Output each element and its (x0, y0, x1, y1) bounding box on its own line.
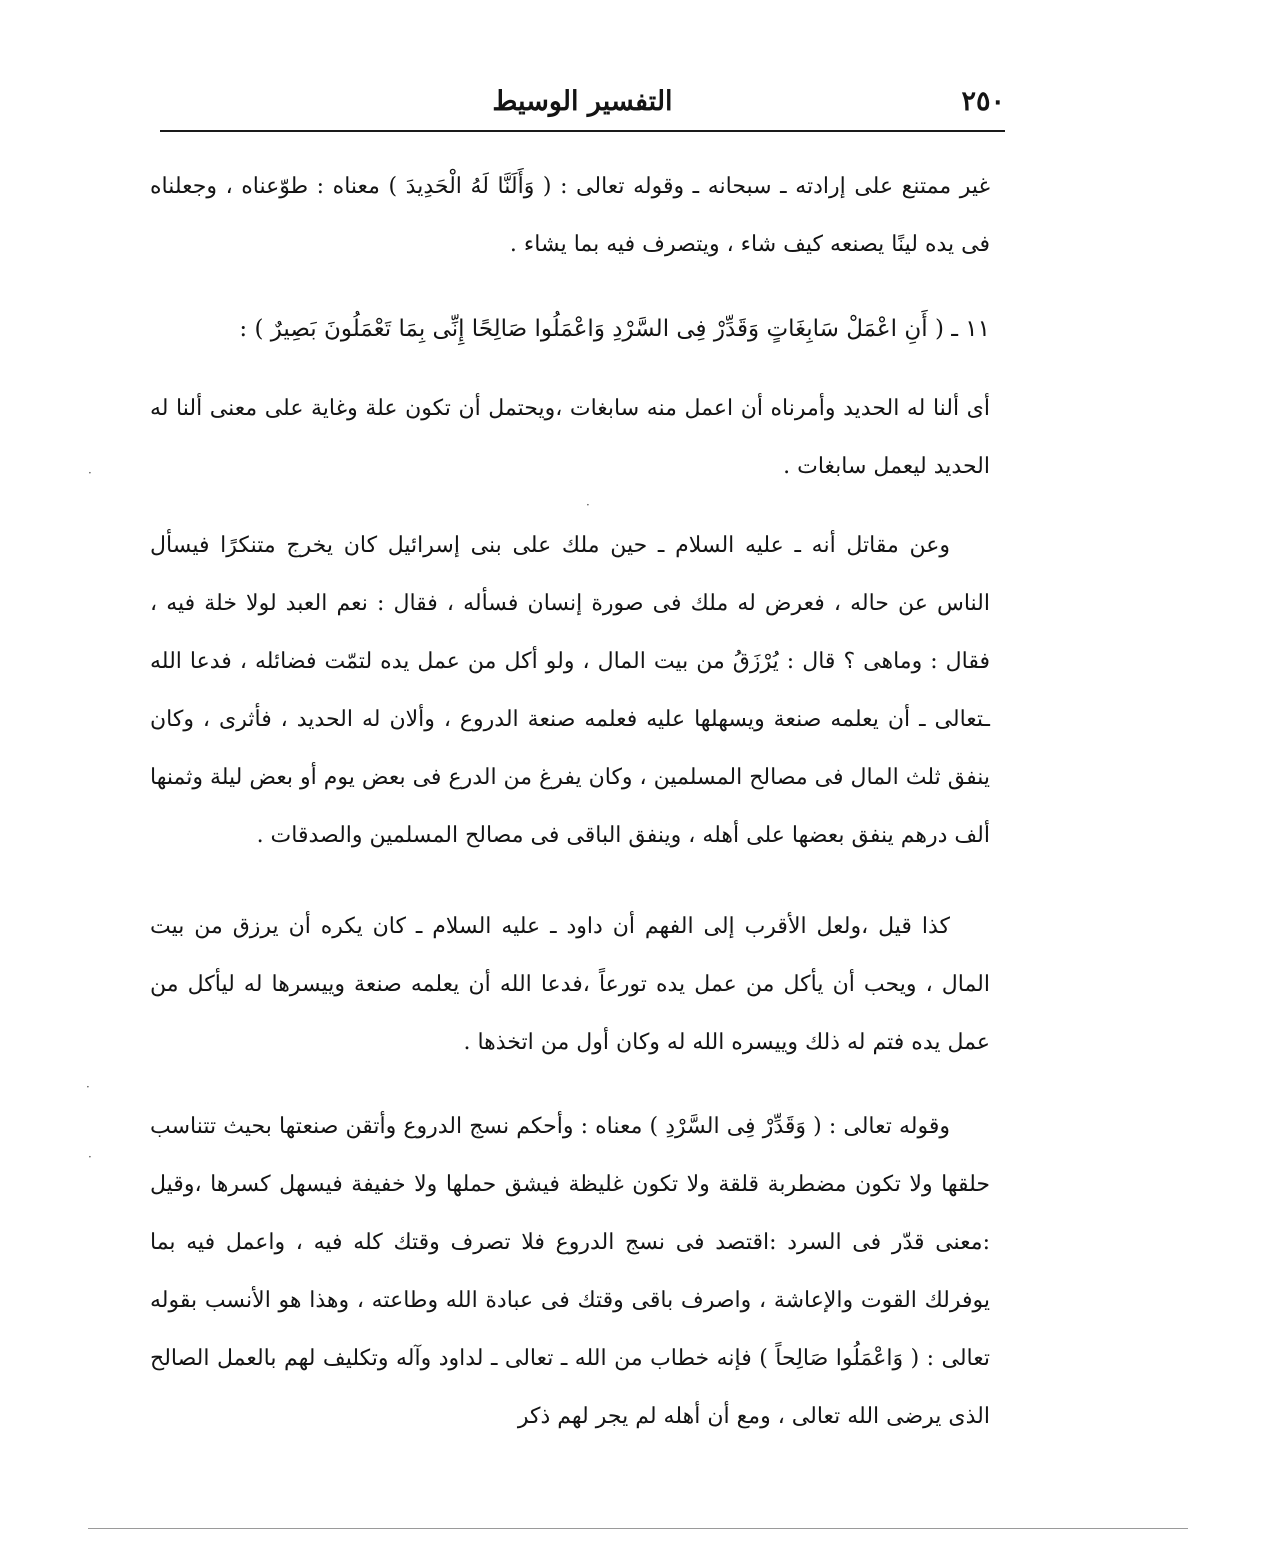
paragraph-narration: وعن مقاتل أنه ـ عليه السلام ـ حين ملك على بنى إسرائيل كان يخرج متنكرًا فيسأل الناس عن حاله ، فعرض له ملك فى صورة إنسان فسأله ، فقال : نعم العبد لولا خلة فيه ، فقال : وماهى ؟ قال : يُرْزَقُ من بيت المال ، ولو أكل من عمل يده لتمّت فضائله ، فدعا الله ـتعالى ـ أن يعلمه صنعة ويسهلها عليه فعلمه صنعة الدروع ، وألان له الحديد ، فأثرى ، وكان ينفق ثلث المال فى مصالح المسلمين ، وكان يفرغ من الدرع فى بعض يوم أو بعض ليلة وثمنها ألف درهم ينفق بعضها على أهله ، وينفق الباقى فى مصالح المسلمين والصدقات . (150, 533, 990, 848)
scan-speck: · (88, 466, 92, 480)
verse-heading: ١١ ـ ( أَنِ اعْمَلْ سَابِغَاتٍ وَقَدِّرْ فِى السَّرْدِ وَاعْمَلُوا صَالِحًا إِنِّى بِمَا تَعْمَلُونَ بَصِيرٌ ) : (239, 316, 990, 342)
scan-speck: · (88, 1150, 92, 1164)
bottom-rule (88, 1528, 1188, 1529)
paragraph-explanation: أى ألنا له الحديد وأمرناه أن اعمل منه سابغات ،ويحتمل أن تكون علة وغاية على معنى ألنا له الحديد ليعمل سابغات . (150, 396, 990, 479)
paragraph-note: كذا قيل ،ولعل الأقرب إلى الفهم أن داود ـ عليه السلام ـ كان يكره أن يرزق من بيت المال ، ويحب أن يأكل من عمل يده تورعاً ،فدعا الله أن يعلمه صنعة وييسرها له ليأكل من عمل يده فتم له ذلك وييسره الله له وكان أول من اتخذها . (150, 914, 990, 1055)
page-header (160, 86, 1005, 122)
scan-speck: · (86, 1080, 90, 1094)
running-title: التفسير الوسيط (492, 86, 673, 117)
paragraph-intro: غير ممتنع على إرادته ـ سبحانه ـ وقوله تعالى : ( وَأَلَنَّا لَهُ الْحَدِيدَ ) معناه : طوّعناه ، وجعلناه فى يده لينًا يصنعه كيف شاء ، ويتصرف فيه بما يشاء . (150, 174, 990, 257)
scan-speck: · (586, 498, 590, 512)
paragraph-commentary: وقوله تعالى : ( وَقَدِّرْ فِى السَّرْدِ ) معناه : وأحكم نسج الدروع وأتقن صنعتها بحيث تتناسب حلقها ولا تكون مضطربة قلقة ولا تكون غليظة فيشق حملها ولا خفيفة فيسهل كسرها ،وقيل :معنى قدّر فى السرد :اقتصد فى نسج الدروع فلا تصرف وقتك كله فيه ، واعمل فيه بما يوفرلك القوت والإعاشة ، واصرف باقى وقتك فى عبادة الله وطاعته ، وهذا هو الأنسب بقوله تعالى : ( وَاعْمَلُوا صَالِحاً ) فإنه خطاب من الله ـ تعالى ـ لداود وآله وتكليف لهم بالعمل الصالح الذى يرضى الله تعالى ، ومع أن أهله لم يجر لهم ذكر (150, 1114, 990, 1429)
header-rule (160, 130, 1005, 132)
page-number: ٢٥٠ (961, 86, 1005, 117)
